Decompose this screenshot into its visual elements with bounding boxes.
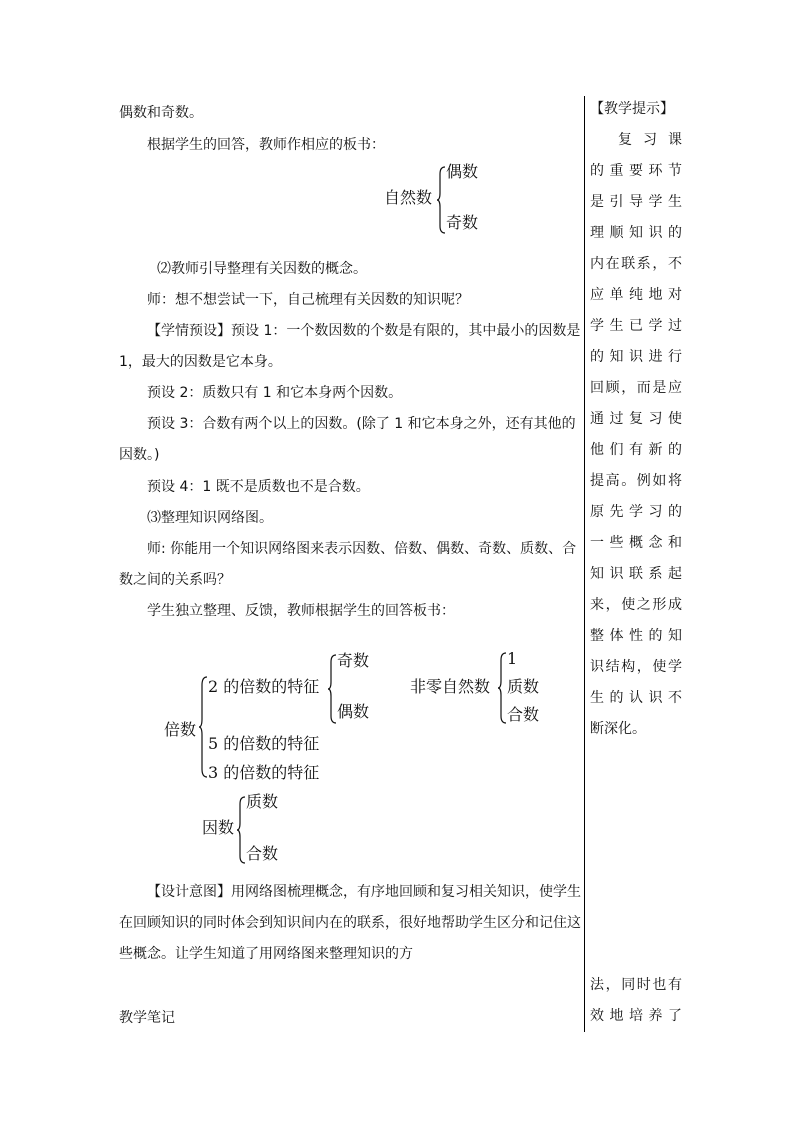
paragraph: 数之间的关系吗？	[119, 572, 231, 588]
diagram-item: 3 的倍数的特征	[208, 763, 320, 782]
column-divider	[584, 96, 585, 1032]
paragraph: 些概念。让学生知道了用网络图来整理知识的方	[119, 946, 413, 962]
sidebar-line: 提高。例如将	[590, 473, 682, 489]
diagram-item: 奇数	[337, 651, 370, 670]
sidebar-line: 应单纯地对	[590, 287, 682, 303]
diagram-item: 合数	[246, 844, 279, 863]
sidebar-line: 的知识进行	[590, 349, 682, 365]
brace-icon	[436, 166, 446, 234]
sidebar-line: 学生已学过	[590, 318, 682, 334]
notes-label: 教学笔记	[119, 1010, 175, 1026]
sidebar-line: 的重要环节	[590, 163, 682, 179]
sidebar-line: 知识联系起	[590, 566, 682, 582]
paragraph: 预设 3：合数有两个以上的因数。(除了 1 和它本身之外，还有其他的	[147, 416, 576, 432]
diagram-item: 质数	[246, 792, 279, 811]
diagram-item: 5 的倍数的特征	[208, 734, 320, 753]
sidebar-line: 法，同时也有	[590, 977, 682, 993]
diagram-item: 2 的倍数的特征	[208, 677, 320, 696]
sidebar-line: 复习课	[618, 132, 682, 148]
paragraph: 在回顾知识的同时体会到知识间内在的联系，很好地帮助学生区分和记住这	[119, 915, 581, 931]
sidebar-line: 断深化。	[590, 721, 646, 737]
paragraph: 根据学生的回答，教师作相应的板书：	[147, 137, 385, 153]
sidebar-line: 理顺知识的	[590, 225, 682, 241]
sidebar-line: 原先学习的	[590, 504, 682, 520]
paragraph: 偶数和奇数。	[119, 105, 203, 121]
sidebar-line: 整体性的知	[590, 628, 682, 644]
sidebar-line: 来，使之形成	[590, 597, 682, 613]
brace-icon	[497, 652, 507, 724]
diagram-root: 倍数	[164, 720, 197, 739]
paragraph: ⑶整理知识网络图。	[147, 510, 273, 526]
diagram-root: 因数	[202, 818, 235, 837]
paragraph: 1，最大的因数是它本身。	[119, 354, 282, 370]
paragraph: ⑵教师引导整理有关因数的概念。	[157, 261, 367, 277]
diagram-item: 1	[507, 649, 518, 668]
brace-icon	[198, 676, 208, 778]
sidebar-line: 生的认识不	[590, 690, 682, 706]
brace-icon	[327, 654, 337, 724]
sidebar-line: 内在联系，不	[590, 256, 682, 272]
sidebar-line: 是引导学生	[590, 194, 682, 210]
diagram-root: 非零自然数	[410, 677, 491, 696]
sidebar-line: 他们有新的	[590, 442, 682, 458]
sidebar-line: 回顾，而是应	[590, 380, 682, 396]
sidebar-title: 【教学提示】	[590, 101, 674, 117]
sidebar-line: 一些概念和	[590, 535, 682, 551]
diagram-item: 质数	[507, 677, 540, 696]
teaching-tips-sidebar	[590, 101, 682, 752]
diagram-item: 奇数	[446, 213, 479, 232]
sidebar-line: 识结构，使学	[590, 659, 682, 675]
diagram-item: 偶数	[446, 162, 479, 181]
paragraph: 【学情预设】预设 1：一个数因数的个数是有限的，其中最小的因数是	[147, 323, 581, 339]
paragraph: 师: 你能用一个知识网络图来表示因数、倍数、偶数、奇数、质数、合	[147, 541, 577, 557]
brace-icon	[236, 796, 246, 864]
paragraph: 学生独立整理、反馈，教师根据学生的回答板书：	[147, 603, 455, 619]
paragraph: 因数。)	[119, 447, 160, 463]
paragraph: 师：想不想尝试一下，自己梳理有关因数的知识呢？	[147, 292, 469, 308]
paragraph: 【设计意图】用网络图梳理概念，有序地回顾和复习相关知识，使学生	[147, 884, 581, 900]
diagram-item: 偶数	[337, 702, 370, 721]
diagram-root: 自然数	[384, 188, 433, 207]
sidebar-line: 效地培养了	[590, 1008, 682, 1024]
paragraph: 预设 4：1 既不是质数也不是合数。	[147, 479, 370, 495]
sidebar-continuation	[590, 977, 682, 1039]
diagram-item: 合数	[507, 705, 540, 724]
paragraph: 预设 2：质数只有 1 和它本身两个因数。	[147, 385, 403, 401]
sidebar-line: 通过复习使	[590, 411, 682, 427]
